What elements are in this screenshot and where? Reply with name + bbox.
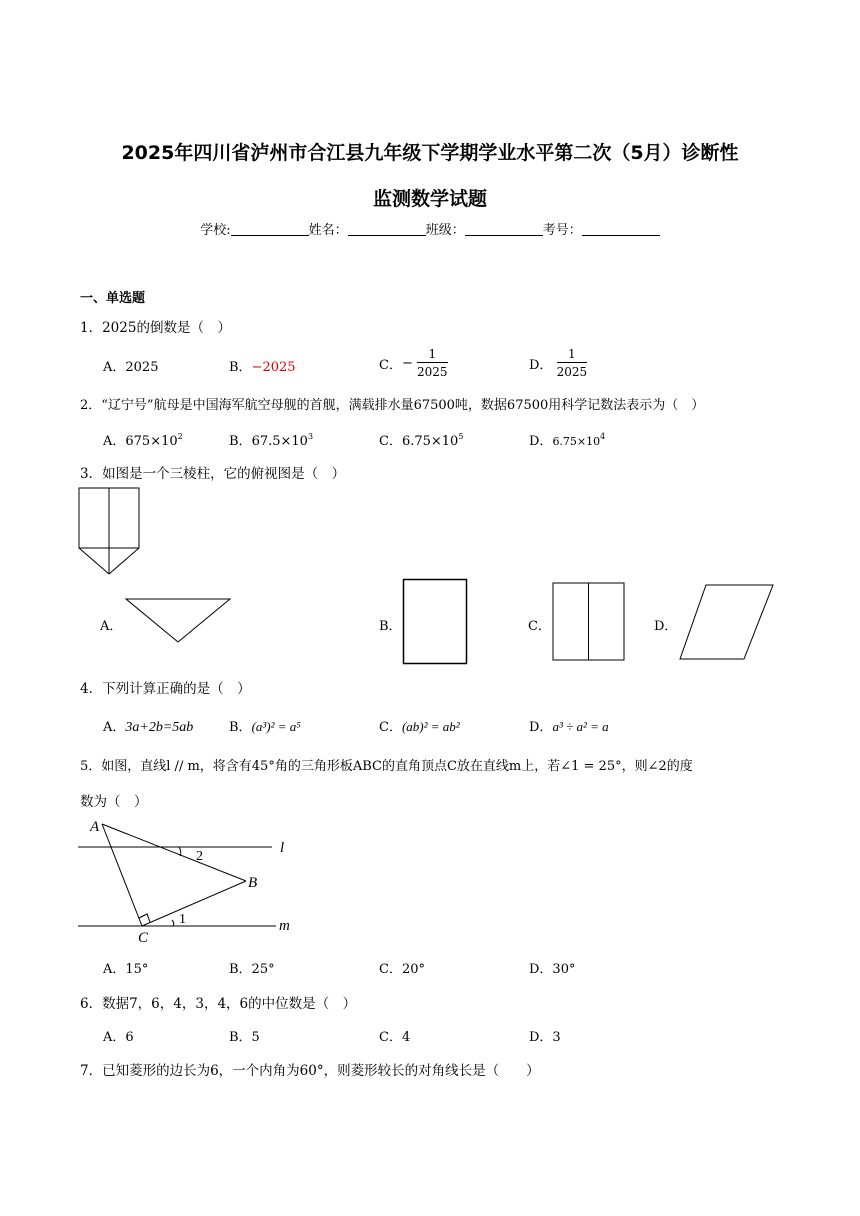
q3-option-d-parallelogram bbox=[678, 582, 776, 662]
q6-option-d: D．3 bbox=[529, 1030, 561, 1045]
question-7-stem: 7．已知菱形的边长为6，一个内角为60°，则菱形较长的对角线长是（ ） bbox=[80, 1063, 540, 1079]
q2-d-base: 6.75×10 bbox=[552, 435, 601, 448]
q1-option-a: A．2025 bbox=[103, 360, 159, 375]
side-ab bbox=[102, 824, 246, 881]
q1-option-c bbox=[379, 346, 448, 381]
q1-option-d-fraction bbox=[557, 346, 588, 381]
class-blank[interactable] bbox=[465, 223, 543, 236]
q2-a-label: A． bbox=[103, 434, 126, 449]
q2-d-label: D． bbox=[529, 434, 553, 449]
prism-right-slope bbox=[109, 548, 139, 574]
exam-number-label: 考号： bbox=[542, 223, 582, 238]
right-angle-mark bbox=[139, 914, 150, 922]
q3-option-a-triangle bbox=[124, 596, 234, 646]
q4-d-expression: a³ ÷ a² = a bbox=[552, 719, 609, 734]
q3-option-b-label: B． bbox=[379, 619, 402, 634]
label-m: m bbox=[279, 918, 290, 934]
q4-option-d bbox=[529, 716, 609, 735]
label-angle-2: 2 bbox=[196, 849, 203, 864]
q3-option-c-split-rectangle bbox=[552, 582, 626, 662]
q2-b-base: 67.5×10 bbox=[251, 434, 308, 449]
side-ac bbox=[102, 824, 142, 926]
label-c: C bbox=[138, 930, 149, 946]
q6-option-c: C．4 bbox=[379, 1030, 411, 1045]
q1-option-d-label: D． bbox=[529, 358, 553, 373]
name-label: 姓名： bbox=[308, 223, 348, 238]
q4-option-a bbox=[103, 716, 193, 736]
q5-option-a: A．15° bbox=[103, 962, 149, 977]
q2-c-exponent: 5 bbox=[458, 432, 464, 441]
q3-option-c-label: C． bbox=[528, 619, 551, 634]
q2-a-base: 675×10 bbox=[125, 434, 178, 449]
q5-option-c: C．20° bbox=[379, 962, 425, 977]
q2-option-d bbox=[529, 430, 605, 449]
question-3-stem: 3．如图是一个三棱柱，它的俯视图是（ ） bbox=[80, 466, 346, 482]
q4-option-b bbox=[229, 716, 301, 735]
name-blank[interactable] bbox=[348, 223, 426, 236]
q4-c-expression: (ab)² = ab² bbox=[401, 719, 460, 734]
q1-option-c-fraction bbox=[417, 346, 448, 381]
q3-option-a-label: A． bbox=[100, 619, 123, 634]
q1-option-c-sign: − bbox=[401, 356, 413, 371]
prism-left-slope bbox=[79, 548, 109, 574]
section-heading: 一、单选题 bbox=[80, 291, 146, 306]
side-cb bbox=[142, 881, 246, 926]
label-angle-1: 1 bbox=[179, 912, 186, 927]
q2-b-label: B． bbox=[229, 434, 252, 449]
q6-option-a: A．6 bbox=[103, 1030, 134, 1045]
q4-a-label: A． bbox=[103, 720, 126, 735]
q2-b-exponent: 3 bbox=[307, 432, 314, 441]
q1-c-denominator: 2025 bbox=[417, 365, 448, 379]
q1-option-b-label: B． bbox=[229, 360, 252, 375]
exam-number-blank[interactable] bbox=[582, 223, 660, 236]
q1-option-b-value: −2025 bbox=[251, 360, 296, 375]
question-6-stem: 6．数据7，6，4，3，4，6的中位数是（ ） bbox=[80, 996, 357, 1012]
q1-c-numerator: 1 bbox=[417, 346, 448, 363]
q1-option-d bbox=[529, 346, 587, 381]
q2-a-exponent: 2 bbox=[177, 432, 183, 441]
q4-b-label: B． bbox=[229, 720, 252, 735]
label-l: l bbox=[280, 840, 285, 856]
q4-c-label: C． bbox=[379, 720, 402, 735]
q2-option-a bbox=[103, 430, 183, 449]
question-5-stem-line1: 5．如图，直线l // m，将含有45°角的三角形板ABC的直角顶点C放在直线m上，若∠1 = 25°，则∠2的度 bbox=[80, 759, 693, 774]
question-1-stem: 1．2025的倒数是（ ） bbox=[80, 320, 231, 336]
label-b: B bbox=[248, 875, 258, 891]
q2-d-exponent: 4 bbox=[600, 432, 606, 441]
school-blank[interactable] bbox=[231, 223, 309, 236]
student-info-fields bbox=[0, 219, 860, 238]
q1-option-b bbox=[229, 356, 296, 375]
page-title-line1: 2025年四川省泸州市合江县九年级下学期学业水平第二次（5月）诊断性 bbox=[121, 142, 739, 164]
q5-option-d: D．30° bbox=[529, 962, 576, 977]
class-label: 班级： bbox=[425, 223, 465, 238]
q2-c-label: C． bbox=[379, 434, 402, 449]
q4-b-expression: (a³)² = a⁵ bbox=[251, 719, 301, 734]
school-label: 学校: bbox=[200, 223, 231, 238]
q5-option-b: B．25° bbox=[229, 962, 275, 977]
q3-prism-figure bbox=[76, 486, 142, 578]
q3-option-d-label: D． bbox=[654, 619, 678, 634]
page-title-line2: 监测数学试题 bbox=[372, 188, 487, 210]
q1-d-denominator: 2025 bbox=[556, 365, 588, 379]
q4-option-c bbox=[379, 716, 460, 735]
question-4-stem: 4．下列计算正确的是（ ） bbox=[80, 681, 251, 697]
q2-option-b bbox=[229, 430, 313, 449]
question-2-stem: 2．“辽宁号”航母是中国海军航空母舰的首舰，满载排水量67500吨，数据67500用科学记数法表示为（ ） bbox=[80, 398, 705, 413]
q5-geometry-figure bbox=[76, 812, 306, 946]
q2-c-base: 6.75×10 bbox=[401, 434, 459, 449]
q1-d-numerator: 1 bbox=[557, 346, 588, 363]
label-a: A bbox=[90, 819, 100, 835]
q4-d-label: D． bbox=[529, 720, 553, 735]
angle-1-arc bbox=[172, 920, 174, 926]
q2-option-c bbox=[379, 430, 463, 449]
q6-option-b: B．5 bbox=[229, 1030, 260, 1045]
q3-option-b-rectangle bbox=[402, 578, 470, 668]
q1-option-c-label: C． bbox=[379, 358, 402, 373]
q4-a-expression: 3a+2b=5ab bbox=[125, 720, 194, 735]
question-5-stem-line2: 数为（ ） bbox=[80, 794, 148, 810]
